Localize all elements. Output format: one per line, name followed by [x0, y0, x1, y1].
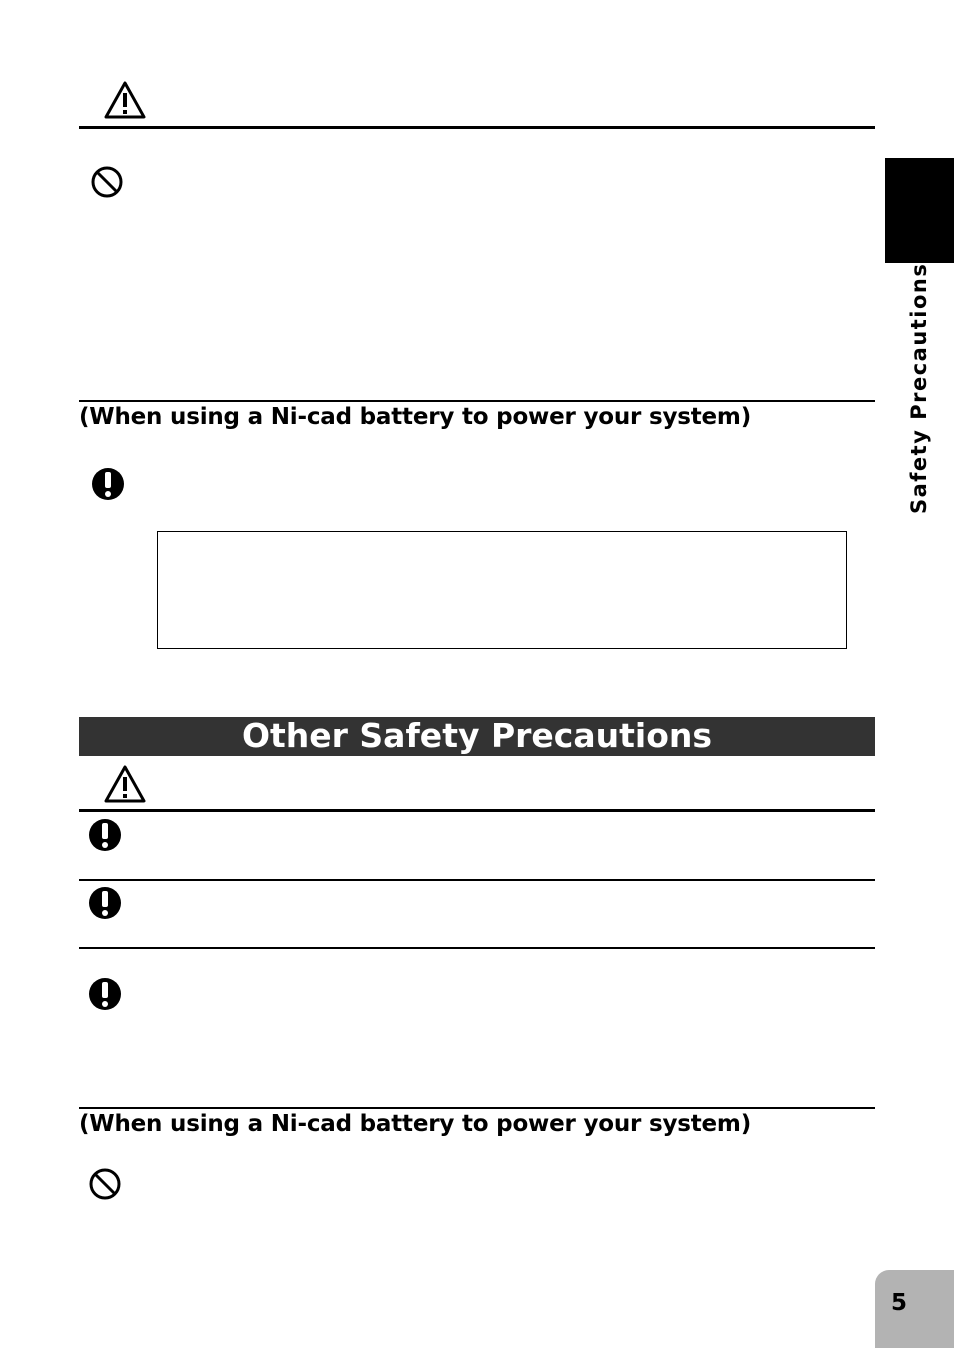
section-banner: Other Safety Precautions: [79, 717, 875, 756]
exclamation-icon: [87, 817, 123, 853]
page-number: 5: [891, 1290, 908, 1316]
side-tab-label: Safety Precautions: [907, 262, 931, 514]
warning-triangle-icon: [104, 80, 146, 120]
note-box: [157, 531, 847, 649]
prohibited-circle-icon: [87, 1166, 123, 1202]
section-divider: [79, 126, 875, 129]
item-divider: [79, 947, 875, 949]
battery-subheading: (When using a Ni-cad battery to power your system): [79, 404, 752, 430]
prohibited-circle-icon: [89, 164, 125, 200]
section-tab-marker: [885, 158, 954, 263]
exclamation-icon: [90, 466, 126, 502]
item-divider: [79, 879, 875, 881]
exclamation-icon: [87, 885, 123, 921]
page-number-tab: [875, 1270, 954, 1348]
battery-subheading: (When using a Ni-cad battery to power your system): [79, 1111, 752, 1137]
exclamation-icon: [87, 976, 123, 1012]
section-divider: [79, 809, 875, 812]
warning-triangle-icon: [104, 764, 146, 804]
